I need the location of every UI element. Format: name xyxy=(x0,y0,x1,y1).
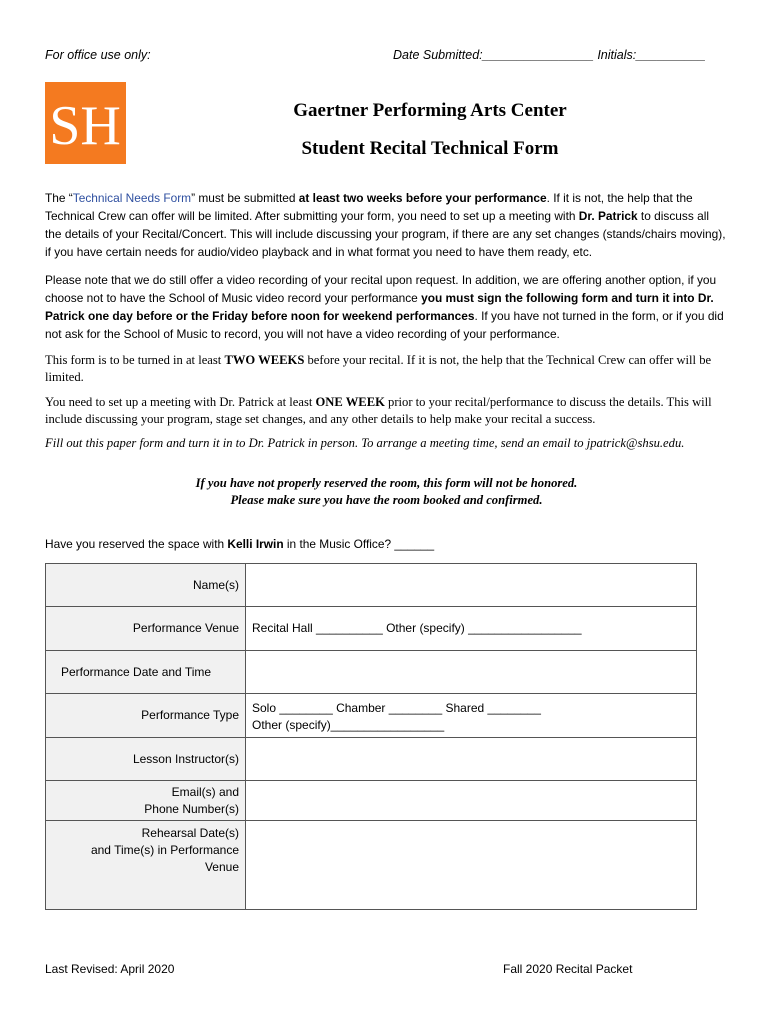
date-submitted-initials: Date Submitted:________________ Initials:__________ xyxy=(393,48,706,62)
field-email[interactable] xyxy=(246,781,697,821)
page-subtitle: Student Recital Technical Form xyxy=(301,138,559,159)
row-names xyxy=(46,564,697,607)
field-type[interactable]: Solo ________ Chamber ________ Shared ________ Other (specify)_________________ xyxy=(246,694,697,738)
field-instructor[interactable] xyxy=(246,738,697,781)
footer-packet: Fall 2020 Recital Packet xyxy=(503,962,633,976)
paragraph-instructions: Fill out this paper form and turn it in to Dr. Patrick in person. To arrange a meeting time, send an email to jpatrick@shsu.edu. xyxy=(45,436,685,450)
field-datetime[interactable] xyxy=(246,651,697,694)
sh-logo-mark xyxy=(45,82,126,164)
label-type: Performance Type xyxy=(46,694,246,738)
row-type xyxy=(46,694,697,738)
field-rehearsal[interactable] xyxy=(246,821,697,910)
paragraph-one-week: You need to set up a meeting with Dr. Patrick at least ONE WEEK prior to your recital/performance to discuss the details. This will include discussing your program, stage set changes, and any other details to help make your recital a success. xyxy=(45,395,712,426)
footer-revised: Last Revised: April 2020 xyxy=(45,962,175,976)
label-rehearsal: Rehearsal Date(s) and Time(s) in Performance Venue xyxy=(46,821,246,910)
row-instructor xyxy=(46,738,697,781)
paragraph-two-weeks: This form is to be turned in at least TWO WEEKS before your recital. If it is not, the help that the Technical Crew can offer will be limited. xyxy=(45,353,712,384)
label-instructor: Lesson Instructor(s) xyxy=(46,738,246,781)
label-datetime: Performance Date and Time xyxy=(46,651,246,694)
label-email: Email(s) and Phone Number(s) xyxy=(46,781,246,821)
row-email xyxy=(46,781,697,821)
field-venue[interactable]: Recital Hall __________ Other (specify) _________________ xyxy=(246,607,697,651)
label-venue: Performance Venue xyxy=(46,607,246,651)
label-names: Name(s) xyxy=(46,564,246,607)
office-use-label: For office use only: xyxy=(45,48,151,62)
row-rehearsal xyxy=(46,821,697,910)
row-datetime xyxy=(46,651,697,694)
paragraph-technical-needs: The “Technical Needs Form” must be submitted at least two weeks before your performance. If it is not, the help that the Technical Crew can offer will be limited. After submitting your form, you need to set up a meeting with Dr. Patrick to discuss all the details of your Recital/Concert. This will include discussing your program, if there are any set changes (stands/chairs moving), if you have certain needs for audio/video playback and in what format you need to have them ready, etc. xyxy=(45,191,726,259)
row-venue xyxy=(46,607,697,651)
field-names[interactable] xyxy=(246,564,697,607)
logo-letters: SH xyxy=(49,95,121,157)
reservation-warning: If you have not properly reserved the room, this form will not be honored. Please make sure you have the room booked and confirmed. xyxy=(195,476,578,507)
technical-needs-form-link[interactable]: Technical Needs Form xyxy=(72,191,192,205)
page-title: Gaertner Performing Arts Center xyxy=(293,100,567,121)
paragraph-video-recording: Please note that we do still offer a video recording of your recital upon request. In addition, we are offering another option, if you choose not to have the School of Music video record your performance you must sign the following form and turn it into Dr. Patrick one day before or the Friday before noon for weekend performances. If you have not turned in the form, or if you did not ask for the School of Music to record, you will not have a video recording of your performance. xyxy=(45,273,724,341)
reservation-question: Have you reserved the space with Kelli Irwin in the Music Office? ______ xyxy=(45,537,435,551)
technical-form-table xyxy=(45,563,697,910)
shsu-logo xyxy=(45,82,126,164)
